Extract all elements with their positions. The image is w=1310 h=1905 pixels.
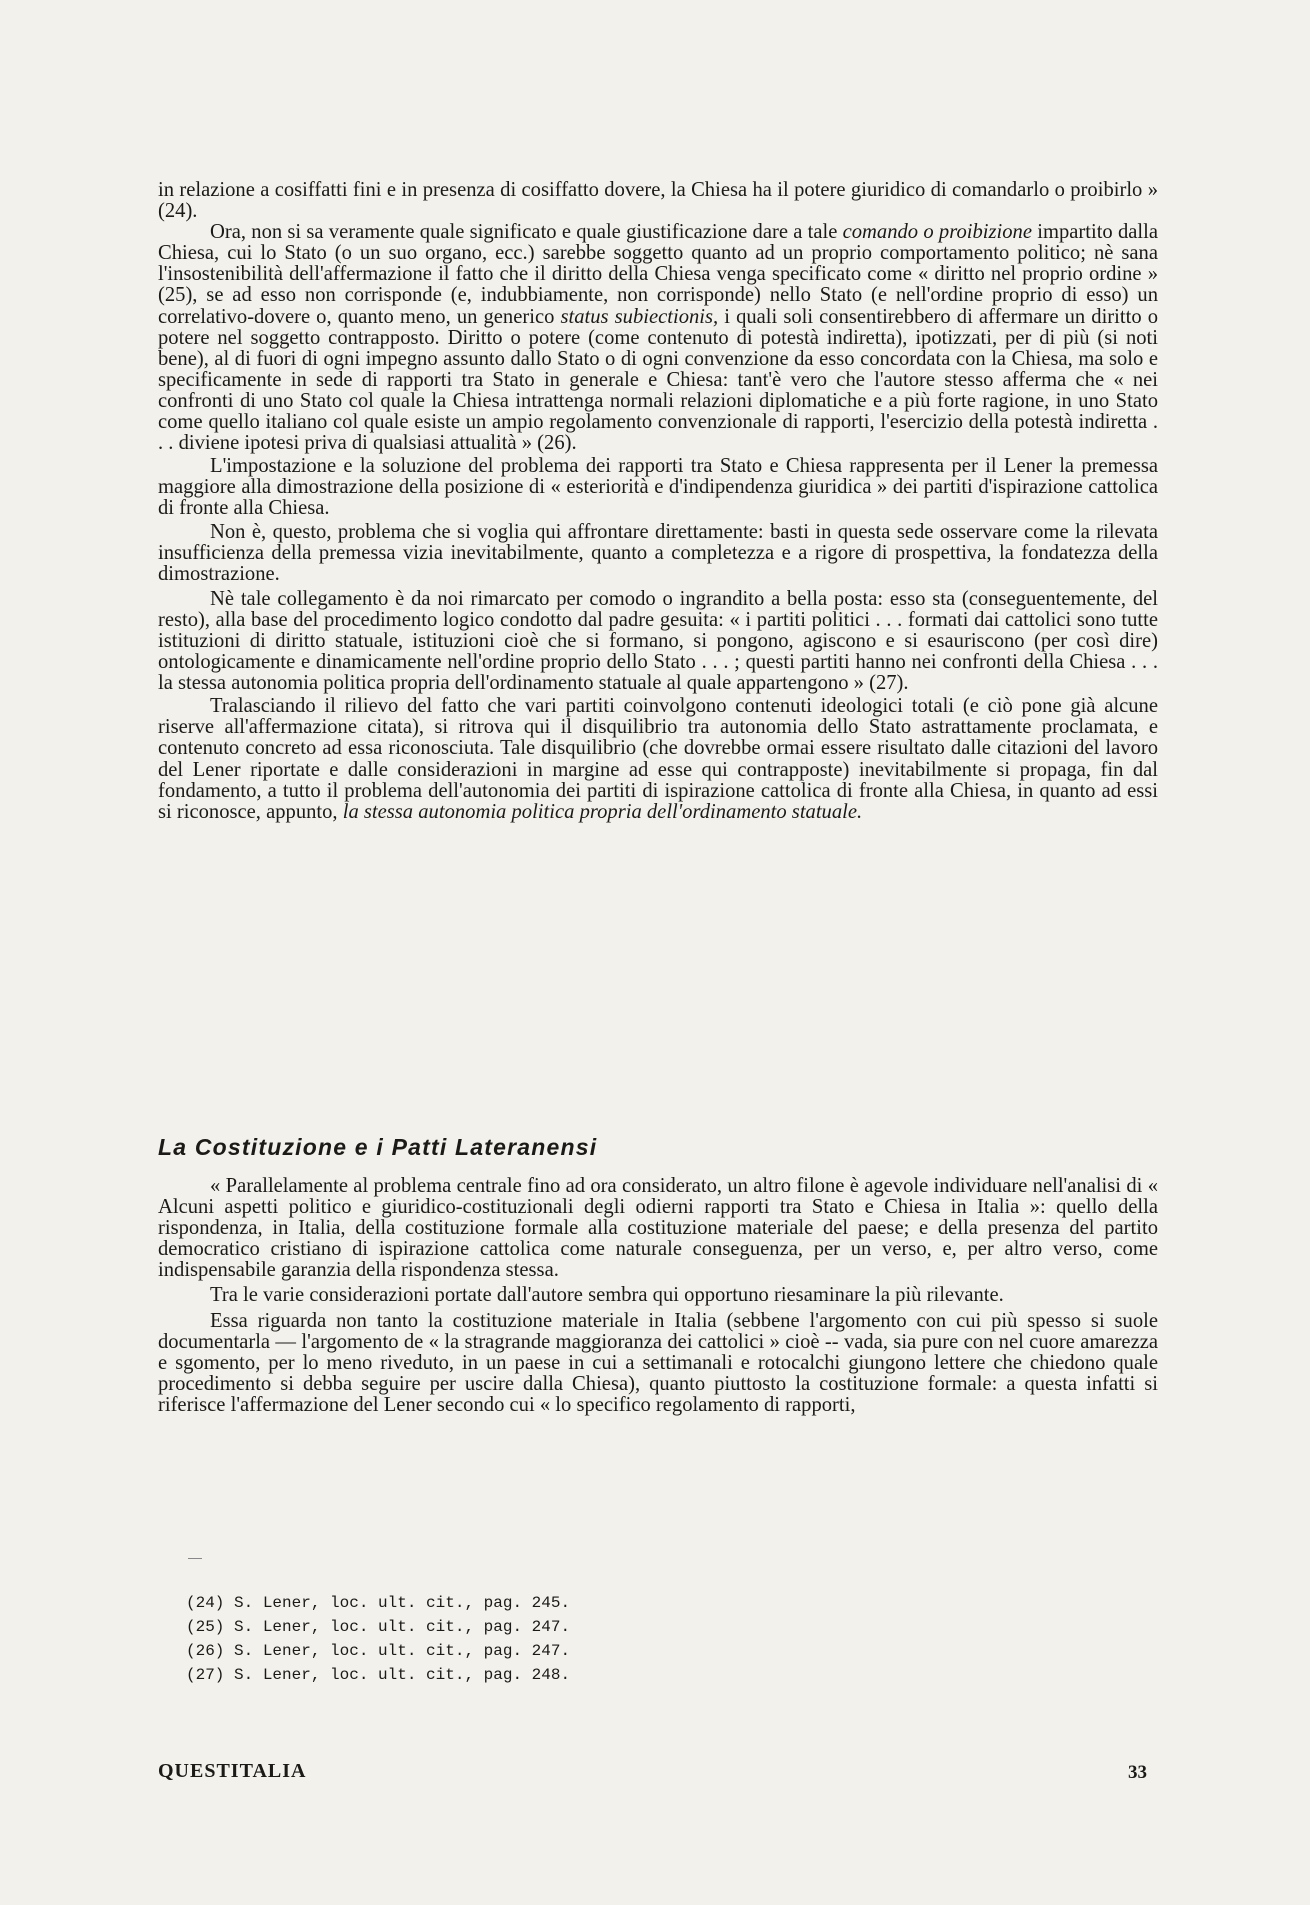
paragraph-1: in relazione a cosiffatti fini e in presenza di cosiffatto dovere, la Chiesa ha il potere giuridico di comandarlo o proibirlo » (24). [158,179,1158,223]
paragraph-6-part-a: Tralasciando il rilievo del fatto che vari partiti coinvolgono contenuti ideologici totali (e ciò pone già alcune riserve all'affermazione citata), si ritrova qui il disquilibrio tra autonomia dello Stato astrattamente proclamata, e contenuto concreto ad essa riconosciuta. Tale disquilibrio (che dovrebbe ormai essere risultato dalle citazioni del lavoro del Lener riportate e dalle considerazioni in margine ad esse qui contrapposte) inevitabilmente si propaga, fin dal fondamento, a tutto il problema dell'autonomia dei partiti di ispirazione cattolica di fronte alla Chiesa, in quanto ad essi si riconosce, appunto, [158,695,1158,823]
paragraph-2-part-c: i quali soli consentirebbero di affermare un diritto o potere nel soggetto contrapposto. Diritto o potere (come contenuto di potestà indiretta), ipotizzati, per di più (si noti bene), al di fuori di ogni impegno assunto dallo Stato o di ogni convenzione da esso concordata con la Chiesa, ma solo e specificamente in sede di rapporti tra Stato in generale e Chiesa: tant'è vero che l'autore stesso afferma che « nei confronti di uno Stato col quale la Chiesa intrattenga normali relazioni diplomatiche e a più forte ragione, in uno Stato come quello italiano col quale esiste un ampio regolamento convenzionale di rapporti, l'esercizio della potestà indiretta . . . diviene ipotesi priva di qualsiasi attualità » (26). [158,305,1158,455]
section-paragraph-3: Essa riguarda non tanto la costituzione materiale in Italia (sebbene l'argomento con cui più spesso si suole documentarla — l'argomento de « la stragrande maggioranza dei cattolici » cioè -- vada, sia pure con nel cuore amarezza e sgomento, per lo meno riveduto, in un paese in cui a settimanali e rotocalchi giungono lettere che chiedono quale procedimento si debba seguire per uscire dalla Chiesa), quanto piuttosto la costituzione formale: a questa infatti si riferisce l'affermazione del Lener secondo cui « lo specifico regolamento di rapporti, [158,1309,1158,1416]
paragraph-6-italic-a: la stessa autonomia politica propria dell'ordinamento statuale. [342,800,863,823]
paragraph-6 [158,696,1158,823]
footnote-list [186,1591,570,1687]
footnote-26: (26) S. Lener, loc. ult. cit., pag. 247. [186,1642,571,1660]
journal-name: QUESTITALIA [158,1760,307,1782]
section-heading: La Costituzione e i Patti Lateranensi [158,1134,598,1160]
page-number: 33 [1128,1762,1147,1783]
paragraph-5: Nè tale collegamento è da noi rimarcato per comodo o ingrandito a bella posta: esso sta (conseguentemente, del resto), alla base del procedimento logico condotto dal padre gesuita: « i partiti politici . . . formati dai cattolici sono tutte istituzioni di diritto statuale, istituzioni cioè che si formano, si pongono, agiscono e si esauriscono (per così dire) ontologicamente e dinamicamente nell'ordine proprio dello Stato . . . ; questi partiti hanno nei confronti della Chiesa . . . la stessa autonomia politica propria dell'ordinamento statuale al quale appartengono » (27). [158,587,1158,695]
footnote-27: (27) S. Lener, loc. ult. cit., pag. 248. [186,1666,571,1684]
paragraph-2-italic-a: comando o proibizione [842,221,1032,244]
section-paragraph-2: Tra le varie considerazioni portate dall'autore sembra qui opportuno riesaminare la più rilevante. [210,1284,1004,1307]
footnote-rule [188,1558,202,1559]
main-text-block [158,180,1158,823]
paragraph-2-part-a: Ora, non si sa veramente quale significato e quale giustificazione dare a tale [210,221,843,244]
footnote-24: (24) S. Lener, loc. ult. cit., pag. 245. [186,1594,571,1612]
paragraph-4: Non è, questo, problema che si voglia qui affrontare direttamente: basti in questa sede osservare come la rilevata insufficienza della premessa vizia inevitabilmente, quanto a completezza e a rigore di prospettiva, la fondatezza della dimostrazione. [158,520,1158,585]
section-paragraph-1: « Parallelamente al problema centrale fino ad ora considerato, un altro filone è agevole individuare nell'analisi di « Alcuni aspetti politico e giuridico-costituzionali degli odierni rapporti tra Stato e Chiesa in Italia »: quello della rispondenza, in Italia, della costituzione formale alla costituzione materiale del paese; e della presenza del partito democratico cristiano di ispirazione cattolica come naturale conseguenza, per un verso, e, per altro verso, come indispensabile garanzia della rispondenza stessa. [158,1175,1158,1282]
paragraph-2 [158,222,1158,454]
section-text-block [158,1176,1158,1416]
footnote-25: (25) S. Lener, loc. ult. cit., pag. 247. [186,1618,571,1636]
paragraph-2-part-b: impartito dalla Chiesa, cui lo Stato (o un suo organo, ecc.) sarebbe soggetto quanto ad un proprio comportamento politico; nè sana l'insostenibilità dell'affermazione il fatto che il diritto della Chiesa venga specificato come « diritto nel proprio ordine » (25), se ad esso non corrisponde (e, indubbiamente, non corrisponde) nello Stato (e nell'ordine proprio di esso) un correlativo-dovere o, quanto meno, un generico [158,221,1158,328]
paragraph-2-italic-b: status subiectionis, [560,305,719,328]
paragraph-3: L'impostazione e la soluzione del problema dei rapporti tra Stato e Chiesa rappresenta per il Lener la premessa maggiore alla dimostrazione della posizione di « esteriorità e d'indipendenza giuridica » dei partiti d'ispirazione cattolica di fronte alla Chiesa. [158,455,1158,520]
